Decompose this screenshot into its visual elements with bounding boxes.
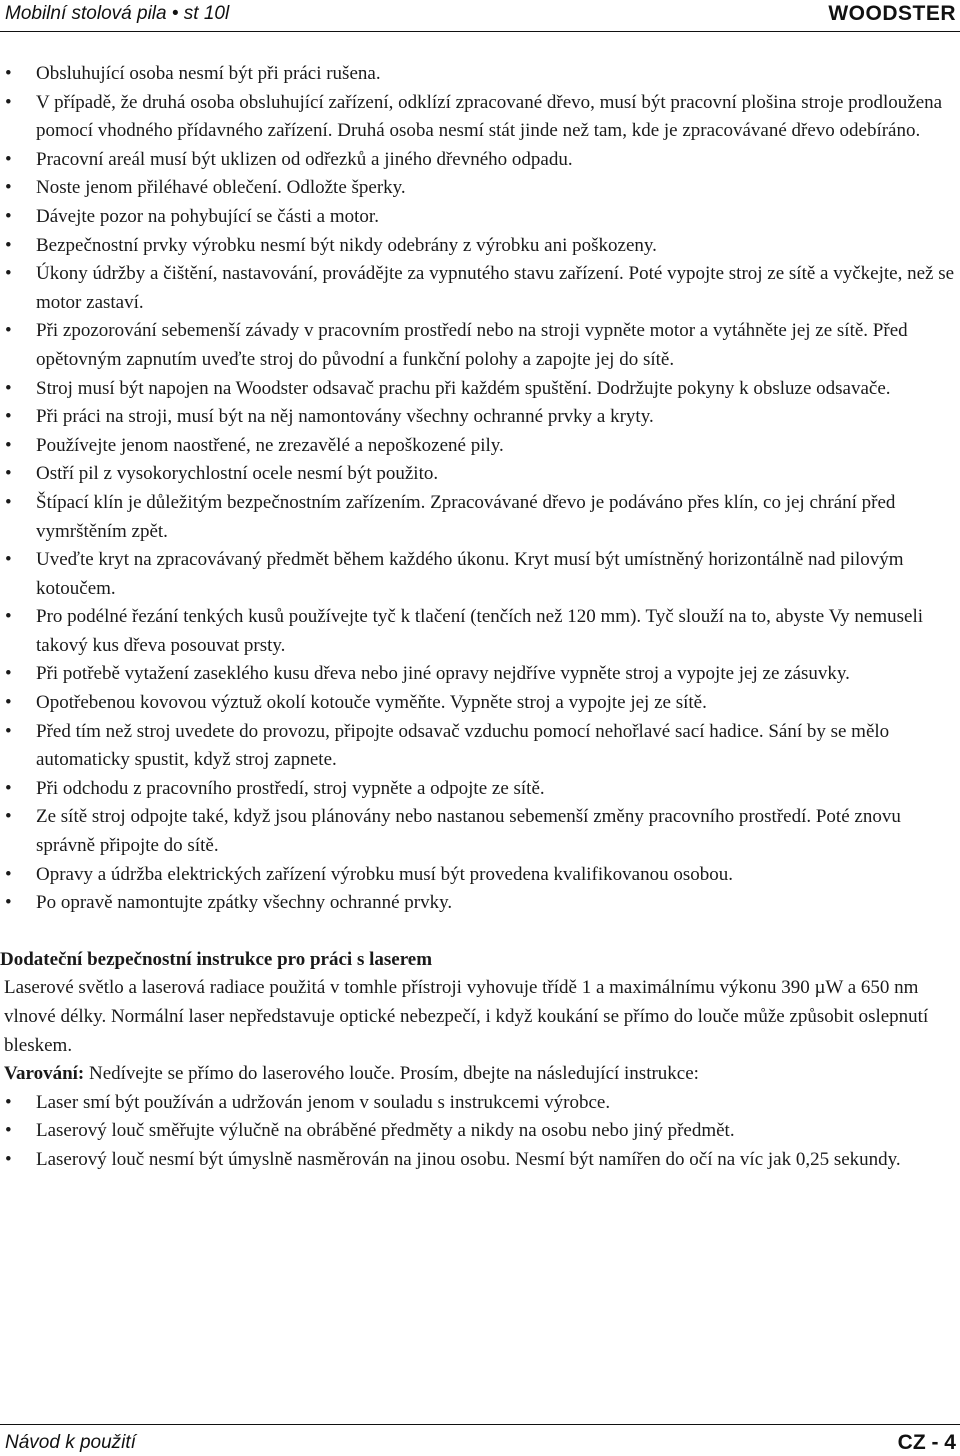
bullet-icon: • bbox=[5, 320, 12, 342]
laser-paragraph: Laserové světlo a laserová radiace použitá v tomhle přístroji vyhovuje třídě 1 a maximálnímu výkonu 390 µW a 650 nm vlnové délky. Normální laser nepředstavuje optické nebezpečí, i když koukání se přímo do louče může způsobit oslepnutí bleskem. bbox=[4, 977, 929, 1056]
list-item bbox=[0, 718, 956, 775]
list-item bbox=[0, 489, 956, 546]
page-footer bbox=[0, 1424, 960, 1456]
bullet-icon: • bbox=[5, 720, 12, 742]
bullet-icon: • bbox=[5, 463, 12, 485]
list-item bbox=[0, 403, 956, 432]
list-item bbox=[0, 260, 956, 317]
list-item-text: Laserový louč nesmí být úmyslně nasměrován na jinou osobu. Nesmí být namířen do očí na víc jak 0,25 sekundy. bbox=[36, 1148, 901, 1170]
list-item bbox=[0, 775, 956, 804]
bullet-icon: • bbox=[5, 663, 12, 685]
bullet-icon: • bbox=[5, 406, 12, 428]
header-rule bbox=[0, 31, 960, 32]
warning-text: Nedívejte se přímo do laserového louče. Prosím, dbejte na následující instrukce: bbox=[84, 1063, 699, 1085]
brand-logo: WOODSTER bbox=[828, 2, 956, 25]
list-item-text: Obsluhující osoba nesmí být při práci rušena. bbox=[36, 63, 381, 84]
bullet-icon: • bbox=[5, 549, 12, 571]
list-item-text: Štípací klín je důležitým bezpečnostním zařízením. Zpracovávané dřevo je podáváno přes klín, co jej chrání před vymrštěním zpět. bbox=[36, 491, 896, 542]
list-item bbox=[0, 1146, 956, 1175]
list-item-text: Ostří pil z vysokorychlostní ocele nesmí být použito. bbox=[36, 463, 439, 485]
list-item bbox=[0, 146, 956, 175]
list-item-text: Při potřebě vytažení zaseklého kusu dřeva nebo jiné opravy nejdříve vypněte stroj a vypojte jej ze zásuvky. bbox=[36, 663, 850, 685]
list-item-text: Opotřebenou kovovou výztuž okolí kotouče vyměňte. Vypněte stroj a vypojte jej ze sítě. bbox=[36, 692, 707, 714]
list-item bbox=[0, 546, 956, 603]
bullet-icon: • bbox=[5, 491, 12, 513]
list-item-text: Noste jenom přiléhavé oblečení. Odložte šperky. bbox=[36, 177, 406, 199]
list-item bbox=[0, 861, 956, 890]
laser-heading: Dodateční bezpečnostní instrukce pro práci s laserem bbox=[0, 948, 433, 970]
bullet-icon: • bbox=[5, 692, 12, 714]
list-item-text: Po opravě namontujte zpátky všechny ochranné prvky. bbox=[36, 892, 453, 914]
list-item-text: Úkony údržby a čištění, nastavování, provádějte za vypnutého stavu zařízení. Poté vypojte stroj ze sítě a vyčkejte, než se motor zastaví. bbox=[36, 263, 955, 313]
bullet-icon: • bbox=[5, 1148, 12, 1170]
bullet-icon: • bbox=[5, 892, 12, 914]
list-item bbox=[0, 603, 956, 660]
footer-rule bbox=[0, 1424, 960, 1425]
list-item bbox=[0, 1117, 956, 1146]
header-title: Mobilní stolová pila • st 10l bbox=[5, 3, 230, 24]
laser-warning bbox=[4, 1060, 956, 1089]
list-item bbox=[0, 889, 956, 918]
list-item bbox=[0, 232, 956, 261]
bullet-icon: • bbox=[5, 263, 12, 285]
bullet-icon: • bbox=[5, 205, 12, 227]
warning-label: Varování: bbox=[4, 1063, 85, 1085]
list-item-text: V případě, že druhá osoba obsluhující zařízení, odklízí zpracované dřevo, musí být pracovní plošina stroje prodloužena pomocí vhodného přídavného zařízení. Druhá osoba nesmí stát jinde než tam, kde je zpracovávané dřevo odebíráno. bbox=[36, 91, 943, 142]
bullet-icon: • bbox=[5, 806, 12, 828]
list-item-text: Stroj musí být napojen na Woodster odsavač prachu při každém spuštění. Dodržujte pokyny k obsluze odsavače. bbox=[36, 377, 891, 399]
list-item-text: Pracovní areál musí být uklizen od odřezků a jiného dřevného odpadu. bbox=[36, 148, 573, 170]
bullet-icon: • bbox=[5, 1091, 12, 1113]
page-number: CZ - 4 bbox=[897, 1431, 956, 1454]
laser-list bbox=[0, 1089, 956, 1175]
page-content bbox=[0, 60, 956, 1175]
list-item-text: Dávejte pozor na pohybující se části a motor. bbox=[36, 205, 379, 227]
list-item-text: Bezpečnostní prvky výrobku nesmí být nikdy odebrány z výrobku ani poškozeny. bbox=[36, 234, 657, 256]
bullet-icon: • bbox=[5, 63, 12, 84]
list-item-text: Při zpozorování sebemenší závady v pracovním prostředí nebo na stroji vypněte motor a vytáhněte jej ze sítě. Před opětovným zapnutím uveďte stroj do původní a funkční polohy a zapojte jej do sítě. bbox=[36, 320, 908, 370]
bullet-icon: • bbox=[5, 863, 12, 885]
list-item bbox=[0, 1089, 956, 1118]
list-item-text: Laser smí být používán a udržován jenom v souladu s instrukcemi výrobce. bbox=[36, 1091, 611, 1113]
list-item-text: Pro podélné řezání tenkých kusů používejte tyč k tlačení (tenčích než 120 mm). Tyč slouží na to, abyste Vy nemuseli takový kus dřeva posouvat prsty. bbox=[36, 606, 924, 656]
list-item-text: Při odchodu z pracovního prostředí, stroj vypněte a odpojte ze sítě. bbox=[36, 777, 545, 799]
list-item bbox=[0, 203, 956, 232]
list-item bbox=[0, 60, 956, 89]
bullet-icon: • bbox=[5, 777, 12, 799]
list-item bbox=[0, 89, 956, 146]
bullet-icon: • bbox=[5, 177, 12, 199]
bullet-icon: • bbox=[5, 434, 12, 456]
list-item bbox=[0, 460, 956, 489]
list-item bbox=[0, 660, 956, 689]
list-item bbox=[0, 317, 956, 374]
bullet-icon: • bbox=[5, 148, 12, 170]
safety-list bbox=[0, 60, 956, 918]
list-item-text: Opravy a údržba elektrických zařízení výrobku musí být provedena kvalifikovanou osobou. bbox=[36, 863, 733, 885]
footer-doc-title: Návod k použití bbox=[5, 1432, 136, 1453]
list-item-text: Před tím než stroj uvedete do provozu, připojte odsavač vzduchu pomocí nehořlavé sací hadice. Sání by se mělo automaticky spustit, když stroj zapnete. bbox=[36, 720, 890, 771]
list-item bbox=[0, 432, 956, 461]
list-item bbox=[0, 174, 956, 203]
list-item-text: Používejte jenom naostřené, ne zrezavělé a nepoškozené pily. bbox=[36, 434, 504, 456]
list-item bbox=[0, 803, 956, 860]
bullet-icon: • bbox=[5, 91, 12, 113]
page-header bbox=[0, 0, 960, 32]
list-item bbox=[0, 375, 956, 404]
list-item-text: Při práci na stroji, musí být na něj namontovány všechny ochranné prvky a kryty. bbox=[36, 406, 654, 428]
list-item bbox=[0, 689, 956, 718]
list-item-text: Ze sítě stroj odpojte také, když jsou plánovány nebo nastanou sebemenší změny pracovního prostředí. Poté znovu správně připojte do sítě. bbox=[36, 806, 901, 857]
bullet-icon: • bbox=[5, 234, 12, 256]
list-item-text: Laserový louč směřujte výlučně na obráběné předměty a nikdy na osobu nebo jiný předmět. bbox=[36, 1120, 735, 1142]
bullet-icon: • bbox=[5, 377, 12, 399]
bullet-icon: • bbox=[5, 1120, 12, 1142]
bullet-icon: • bbox=[5, 606, 12, 628]
list-item-text: Uveďte kryt na zpracovávaný předmět během každého úkonu. Kryt musí být umístněný horizontálně nad pilovým kotoučem. bbox=[36, 549, 904, 599]
laser-section bbox=[0, 946, 956, 1175]
